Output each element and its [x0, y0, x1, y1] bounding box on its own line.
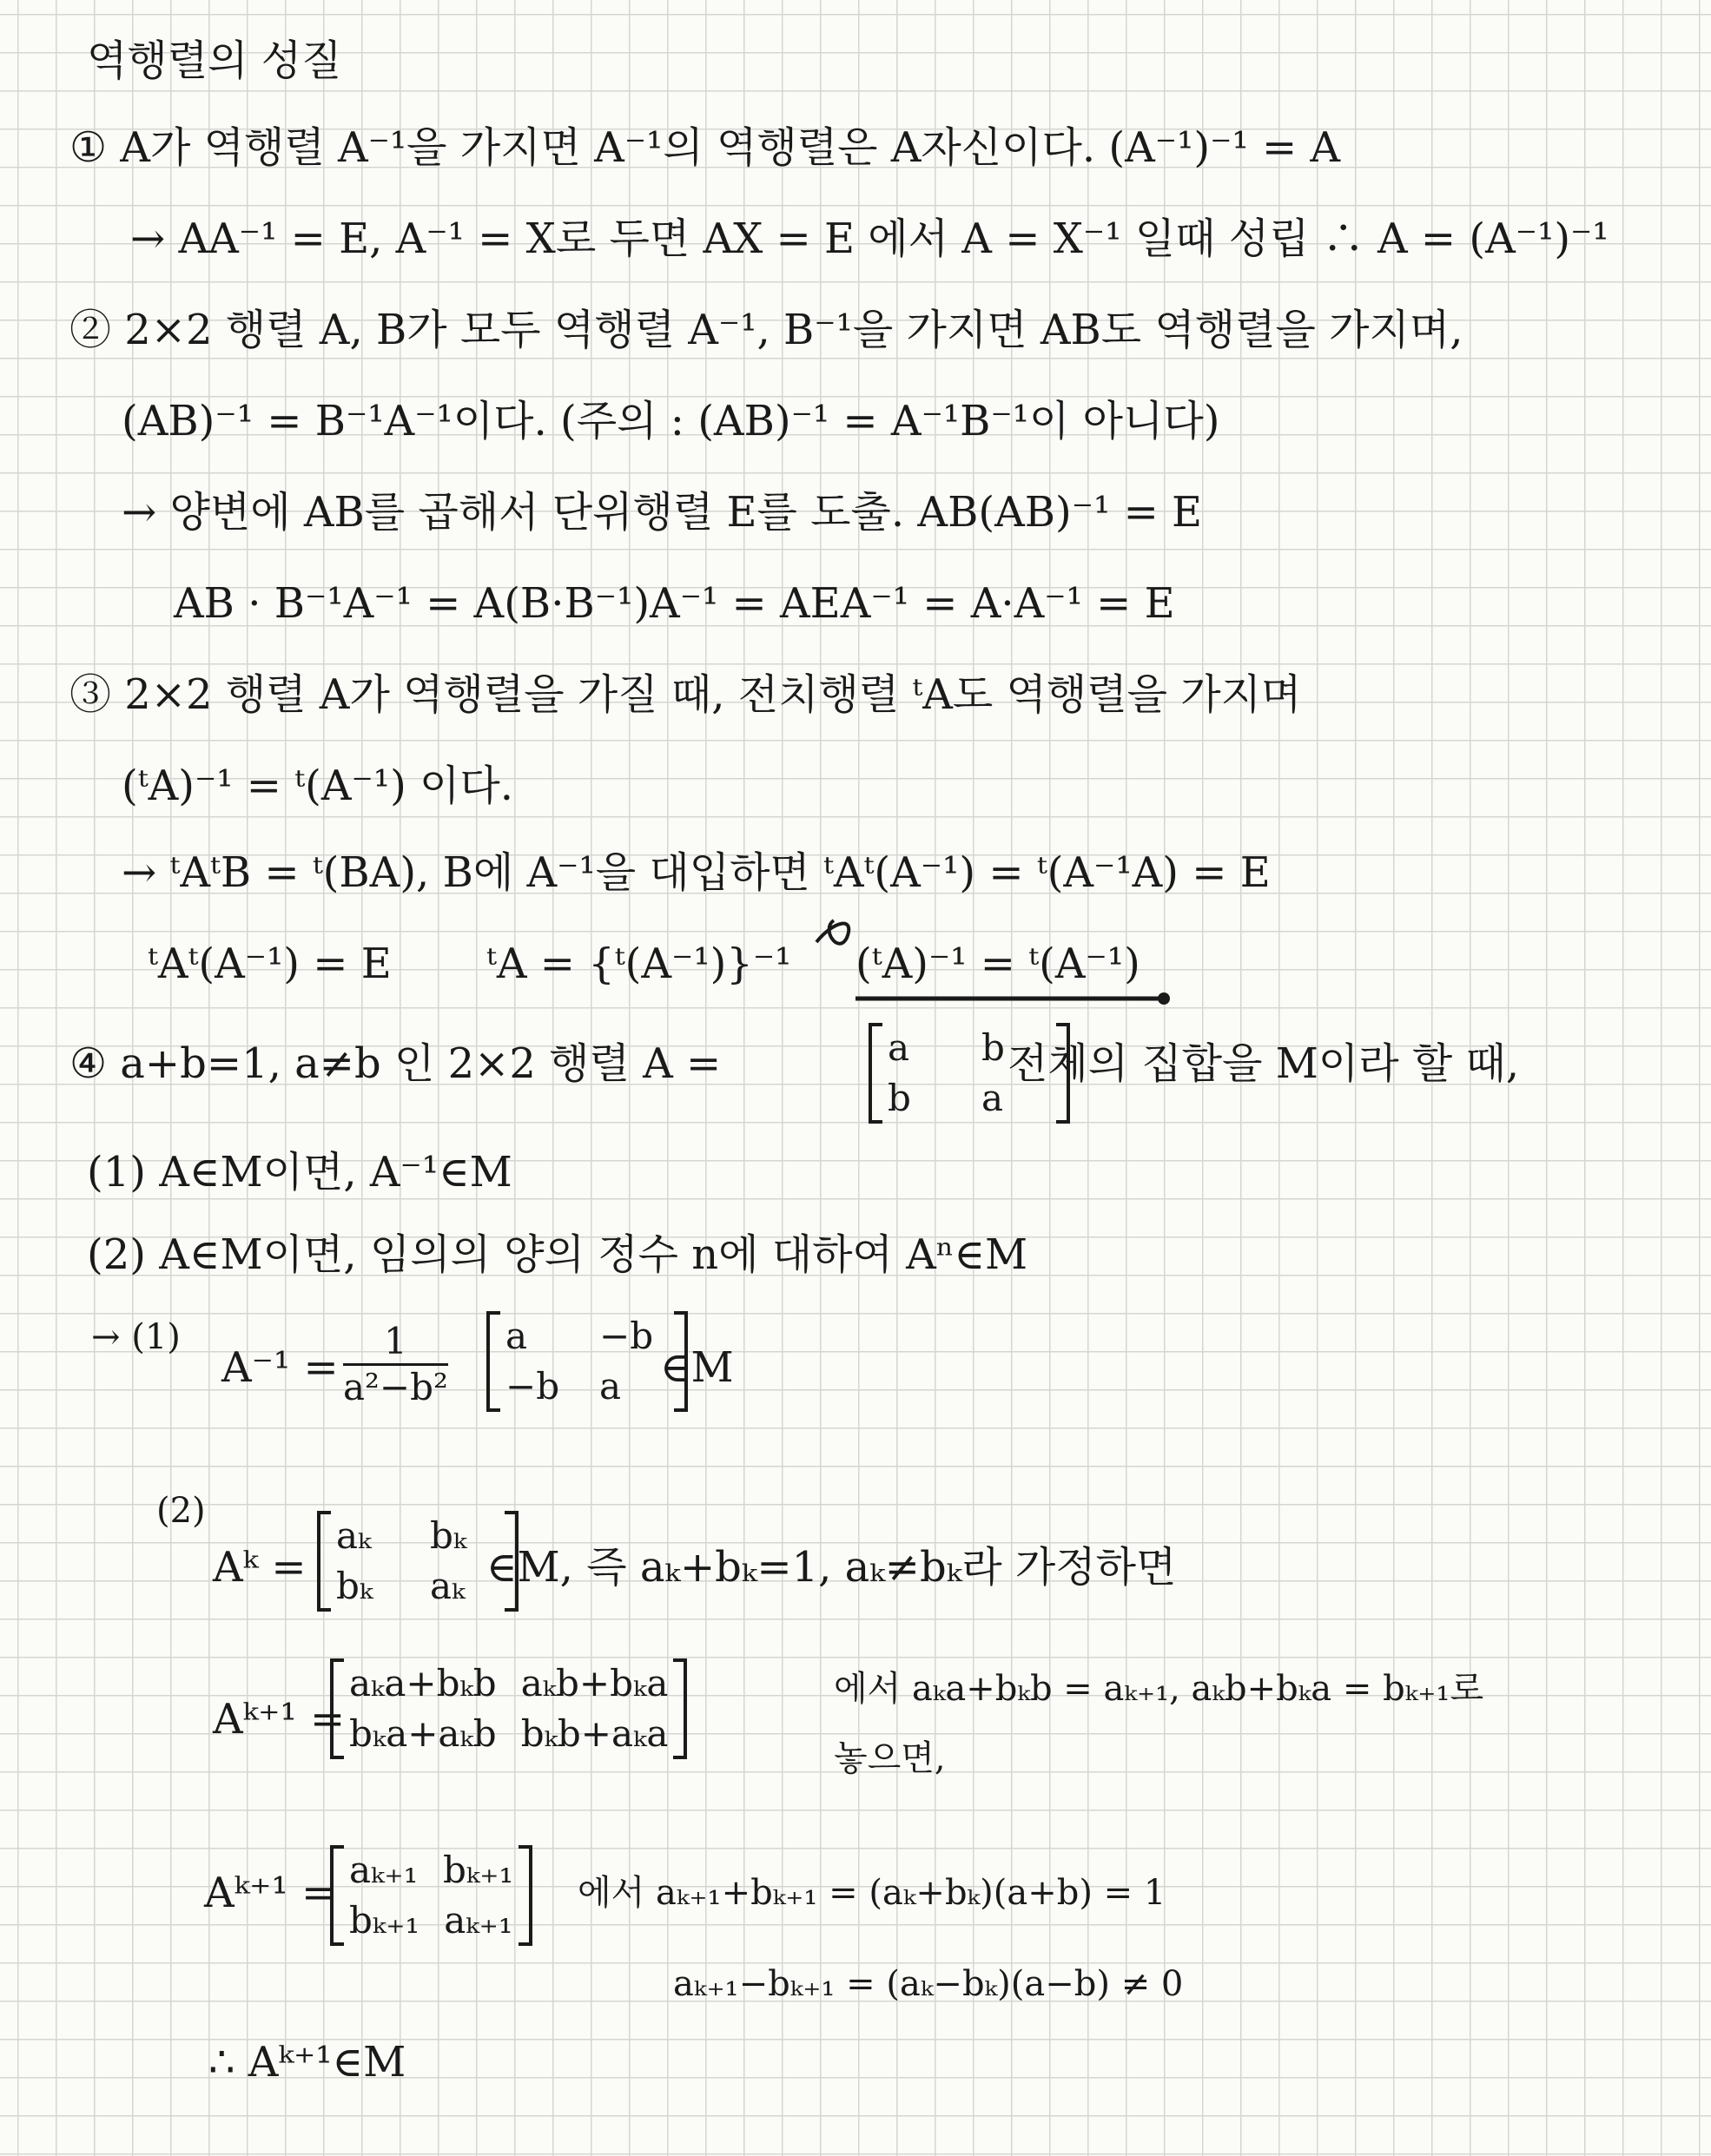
step-matrix-cell: aₖb+bₖa: [520, 1662, 669, 1704]
property-4-intro-end: 전체의 집합을 M이라 할 때,: [1007, 1039, 1520, 1088]
proof-2-lhs: Aᵏ =: [213, 1543, 307, 1592]
conclusion: ∴ Aᵏ⁺¹∈M: [208, 2038, 406, 2087]
matrix-a-cell: a: [888, 1026, 910, 1069]
fraction-numerator: 1: [343, 1320, 448, 1366]
power-k-matrix-cell: bₖ: [336, 1565, 373, 1607]
matrix-a-cell: b: [981, 1026, 1005, 1069]
curl-arrow-mark: [816, 920, 849, 944]
proof-1-label: → (1): [91, 1317, 181, 1357]
power-k-matrix-cell: aₖ: [336, 1514, 372, 1557]
property-2-formula: (AB)⁻¹ = B⁻¹A⁻¹이다. (주의 : (AB)⁻¹ = A⁻¹B⁻¹이 아니다): [122, 397, 1220, 445]
result-difference: aₖ₊₁−bₖ₊₁ = (aₖ−bₖ)(a−b) ≠ 0: [673, 1964, 1184, 2004]
property-2-proof-derivation: AB · B⁻¹A⁻¹ = A(B·B⁻¹)A⁻¹ = AEA⁻¹ = A·A⁻¹ = E: [174, 579, 1175, 628]
step-matrix-cell: aₖa+bₖb: [349, 1662, 497, 1704]
result-matrix-cell: aₖ₊₁: [349, 1849, 419, 1891]
step-substitution-end: 놓으면,: [834, 1738, 946, 1778]
property-4-intro: ④ a+b=1, a≠b 인 2×2 행렬 A =: [69, 1039, 722, 1088]
property-1-statement: ① A가 역행렬 A⁻¹을 가지면 A⁻¹의 역행렬은 A자신이다. (A⁻¹)⁻¹ = A: [69, 123, 1341, 172]
property-3-proof-intro: → ᵗAᵗB = ᵗ(BA), B에 A⁻¹을 대입하면 ᵗAᵗ(A⁻¹) = ᵗ(A⁻¹A) = E: [122, 848, 1271, 897]
property-3-step-a: ᵗAᵗ(A⁻¹) = E: [148, 940, 392, 988]
power-k-matrix-cell: bₖ: [430, 1514, 467, 1557]
property-3-step-b: ᵗA = {ᵗ(A⁻¹)}⁻¹: [486, 940, 792, 988]
step-matrix-cell: bₖb+aₖa: [520, 1712, 669, 1755]
result-matrix-cell: bₖ₊₁: [443, 1849, 514, 1891]
inverse-matrix-cell: a: [599, 1365, 622, 1408]
property-2-proof-intro: → 양변에 AB를 곱해서 단위행렬 E를 도출. AB(AB)⁻¹ = E: [122, 488, 1203, 537]
result-sum: 에서 aₖ₊₁+bₖ₊₁ = (aₖ+bₖ)(a+b) = 1: [578, 1873, 1166, 1913]
property-3-statement: ③ 2×2 행렬 A가 역행렬을 가질 때, 전치행렬 ᵗA도 역행렬을 가지며: [69, 670, 1302, 719]
result-lhs: Aᵏ⁺¹ =: [204, 1869, 337, 1917]
proof-2-label: (2): [156, 1491, 206, 1531]
inverse-matrix-cell: −b: [505, 1365, 560, 1408]
result-matrix-cell: aₖ₊₁: [444, 1899, 513, 1942]
underline-dot: [1158, 992, 1170, 1005]
proof-1-suffix: ∈M: [660, 1343, 734, 1392]
property-4-item-2: (2) A∈M이면, 임의의 양의 정수 n에 대하여 Aⁿ∈M: [87, 1230, 1028, 1279]
proof-1-lhs: A⁻¹ =: [221, 1343, 339, 1392]
property-4-item-1: (1) A∈M이면, A⁻¹∈M: [87, 1148, 512, 1197]
result-matrix-cell: bₖ₊₁: [349, 1899, 420, 1942]
property-1-proof: → AA⁻¹ = E, A⁻¹ = X로 두면 AX = E 에서 A = X⁻¹ 일때 성립 ∴ A = (A⁻¹)⁻¹: [130, 214, 1609, 263]
inverse-matrix-cell: −b: [599, 1315, 654, 1357]
fraction-denominator: a²−b²: [343, 1366, 448, 1408]
matrix-a-cell: b: [888, 1077, 911, 1119]
inverse-matrix-cell: a: [505, 1315, 528, 1357]
property-3-conclusion: (ᵗA)⁻¹ = ᵗ(A⁻¹): [856, 940, 1140, 988]
step-lhs: Aᵏ⁺¹ =: [213, 1695, 346, 1744]
power-k-matrix-cell: aₖ: [430, 1565, 466, 1607]
step-matrix-cell: bₖa+aₖb: [349, 1712, 497, 1755]
property-2-statement: ② 2×2 행렬 A, B가 모두 역행렬 A⁻¹, B⁻¹을 가지면 AB도 역행렬을 가지며,: [69, 306, 1463, 354]
property-3-formula: (ᵗA)⁻¹ = ᵗ(A⁻¹) 이다.: [122, 762, 514, 810]
step-substitution: 에서 aₖa+bₖb = aₖ₊₁, aₖb+bₖa = bₖ₊₁로: [834, 1669, 1484, 1709]
page-title: 역행렬의 성질: [87, 36, 342, 85]
matrix-a-cell: a: [981, 1077, 1004, 1119]
proof-2-assumption: ∈M, 즉 aₖ+bₖ=1, aₖ≠bₖ라 가정하면: [486, 1543, 1177, 1592]
